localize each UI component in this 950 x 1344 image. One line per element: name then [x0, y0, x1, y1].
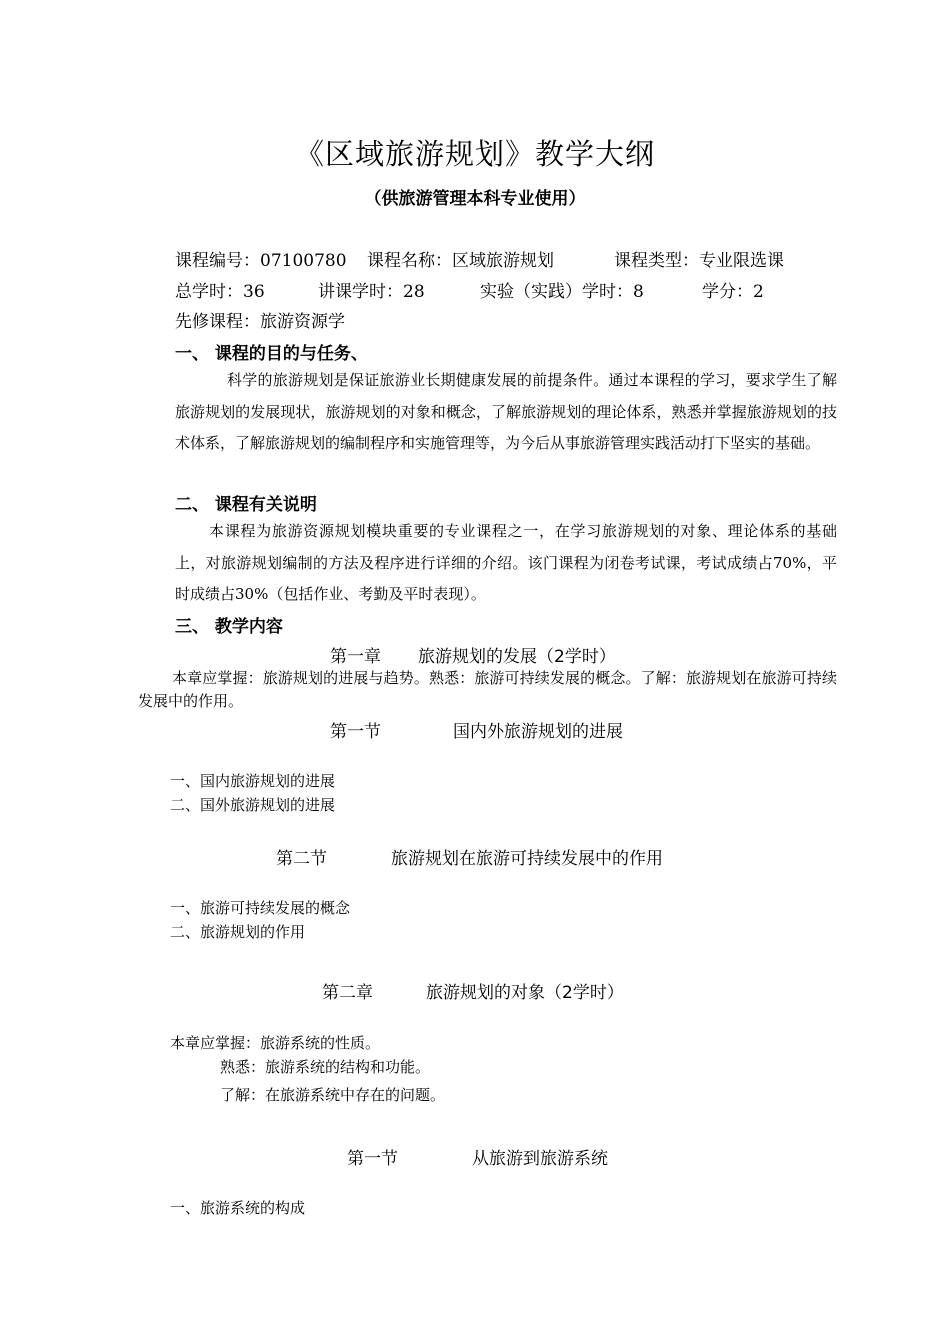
- chapter1-section1-title: 国内外旅游规划的进展: [453, 722, 623, 742]
- list-item: 二、国外旅游规划的进展: [170, 796, 336, 814]
- chapter1-intro: 本章应掌握：旅游规划的进展与趋势。熟悉：旅游可持续发展的概念。了解：旅游规划在旅游可持续发展中的作用。: [138, 669, 837, 710]
- list-item: 一、旅游系统的构成: [170, 1199, 306, 1217]
- section-heading-purpose: 一、 课程的目的与任务、: [175, 344, 368, 364]
- section-text-purpose: 科学的旅游规划是保证旅游业长期健康发展的前提条件。通过本课程的学习，要求学生了解旅游规划的发展现状，旅游规划的对象和概念，了解旅游规划的理论体系，熟悉并掌握旅游规划的技术体系，了解旅游规划的编制程序和实施管理等，为今后从事旅游管理实践活动打下坚实的基础。: [175, 371, 837, 452]
- course-type: 课程类型：专业限选课: [614, 251, 784, 271]
- chapter2-title: 旅游规划的对象（2学时）: [426, 983, 624, 1003]
- total-hours: 总学时：36: [175, 282, 265, 302]
- document-title: 《区域旅游规划》教学大纲: [294, 137, 655, 171]
- chapter1-section2-label: 第二节: [276, 849, 327, 869]
- chapter2-intro-master: 本章应掌握：旅游系统的性质。: [170, 1034, 381, 1052]
- lecture-hours: 讲课学时：28: [318, 282, 425, 302]
- list-item: 一、国内旅游规划的进展: [170, 772, 336, 790]
- chapter2-intro-familiar: 熟悉：旅游系统的结构和功能。: [220, 1058, 431, 1076]
- course-number: 课程编号：07100780: [175, 251, 347, 271]
- chapter2-section1-label: 第一节: [347, 1149, 398, 1169]
- chapter1-label: 第一章: [330, 647, 381, 667]
- lab-hours: 实验（实践）学时：8: [480, 282, 644, 302]
- document-subtitle: （供旅游管理本科专业使用）: [364, 189, 586, 209]
- chapter1-title: 旅游规划的发展（2学时）: [418, 647, 616, 667]
- chapter2-section1-title: 从旅游到旅游系统: [472, 1149, 608, 1169]
- list-item: 一、旅游可持续发展的概念: [170, 899, 351, 917]
- list-item: 二、旅游规划的作用: [170, 923, 306, 941]
- course-name: 课程名称：区域旅游规划: [367, 251, 554, 271]
- prerequisite: 先修课程：旅游资源学: [175, 312, 345, 332]
- chapter1-section1-label: 第一节: [330, 722, 381, 742]
- chapter2-label: 第二章: [322, 983, 373, 1003]
- chapter2-intro-understand: 了解：在旅游系统中存在的问题。: [220, 1086, 446, 1104]
- section-heading-notes: 二、 课程有关说明: [175, 495, 317, 515]
- credits: 学分：2: [702, 282, 764, 302]
- chapter1-section2-title: 旅游规划在旅游可持续发展中的作用: [391, 849, 663, 869]
- section-text-notes: 本课程为旅游资源规划模块重要的专业课程之一，在学习旅游规划的对象、理论体系的基础上，对旅游规划编制的方法及程序进行详细的介绍。该门课程为闭卷考试课，考试成绩占70%，平时成绩占30%（包括作业、考勤及平时表现）。: [175, 522, 837, 603]
- section-heading-content: 三、 教学内容: [175, 617, 283, 637]
